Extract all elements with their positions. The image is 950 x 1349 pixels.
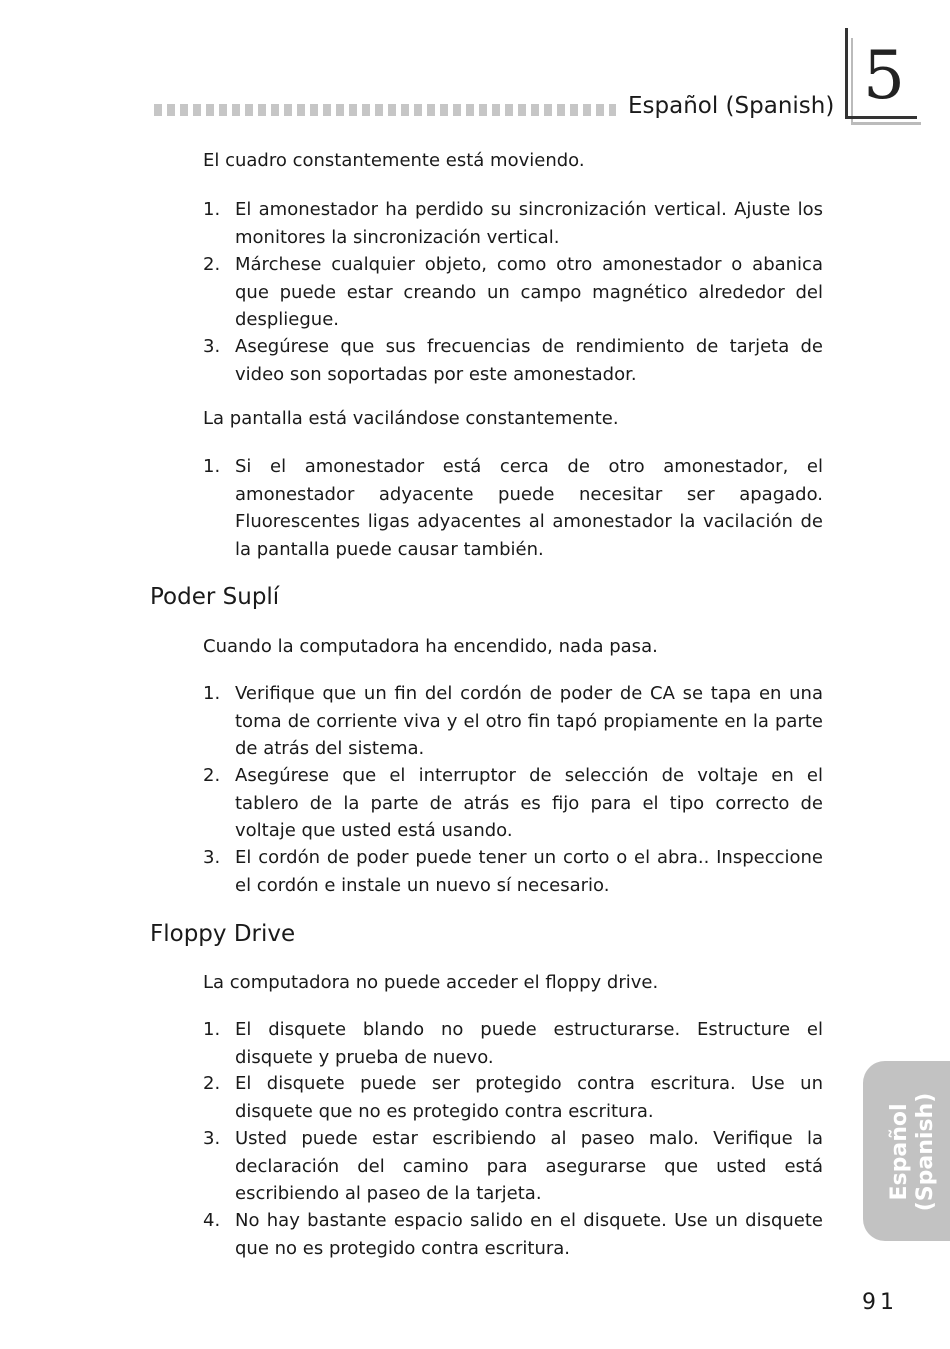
list-text: Asegúrese que el interruptor de selección de voltaje en el tablero de la parte de atrás es fijo para el tipo correcto de voltaje que usted está usando. xyxy=(235,765,823,841)
list-item xyxy=(203,1125,823,1208)
subheading: La pantalla está vacilándose constantemente. xyxy=(203,408,619,429)
list-number: 3. xyxy=(203,1128,221,1149)
list-number: 2. xyxy=(203,1073,221,1094)
section-heading: Poder Suplí xyxy=(150,584,280,610)
list-text: No hay bastante espacio salido en el disquete. Use un disquete que no es protegido contra escritura. xyxy=(235,1210,823,1259)
list-item xyxy=(203,1207,823,1262)
list-number: 4. xyxy=(203,1210,221,1231)
list-text: Usted puede estar escribiendo al paseo malo. Verifique la declaración del camino para asegurarse que usted está escribiendo al paseo de la tarjeta. xyxy=(235,1128,823,1204)
side-tab-label: Español (Spanish) xyxy=(887,1092,938,1212)
list-number: 1. xyxy=(203,199,221,220)
list-item xyxy=(203,1070,823,1125)
list-text: Verifique que un fin del cordón de poder de CA se tapa en una toma de corriente viva y el otro fin tapó propiamente en la parte de atrás del sistema. xyxy=(235,683,823,759)
list-text: El disquete puede ser protegido contra escritura. Use un disquete que no es protegido contra escritura. xyxy=(235,1073,823,1122)
list-item xyxy=(203,844,823,899)
section-heading: Floppy Drive xyxy=(150,921,296,947)
list-number: 1. xyxy=(203,1019,221,1040)
header-title: Español (Spanish) xyxy=(628,93,835,119)
list-number: 1. xyxy=(203,456,221,477)
list-number: 2. xyxy=(203,254,221,275)
list-text: El amonestador ha perdido su sincronización vertical. Ajuste los monitores la sincronización vertical. xyxy=(235,199,823,248)
list-text: El disquete blando no puede estructurarse. Estructure el disquete y prueba de nuevo. xyxy=(235,1019,823,1068)
list-item xyxy=(203,333,823,388)
list-item xyxy=(203,680,823,763)
list-item xyxy=(203,251,823,334)
list-text: Asegúrese que sus frecuencias de rendimiento de tarjeta de video son soportadas por este amonestador. xyxy=(235,336,823,385)
page-number: 91 xyxy=(862,1290,898,1315)
header-dot-leader xyxy=(154,104,616,116)
subheading: La computadora no puede acceder el floppy drive. xyxy=(203,972,659,993)
list-text: El cordón de poder puede tener un corto o el abra.. Inspeccione el cordón e instale un nuevo sí necesario. xyxy=(235,847,823,896)
list-number: 2. xyxy=(203,765,221,786)
list-item xyxy=(203,453,823,563)
list-item xyxy=(203,762,823,845)
subheading: El cuadro constantemente está moviendo. xyxy=(203,150,585,171)
list-item xyxy=(203,1016,823,1071)
chapter-marker xyxy=(845,38,915,118)
list-number: 1. xyxy=(203,683,221,704)
list-number: 3. xyxy=(203,847,221,868)
list-item xyxy=(203,196,823,251)
list-number: 3. xyxy=(203,336,221,357)
list-text: Márchese cualquier objeto, como otro amonestador o abanica que puede estar creando un campo magnético alrededor del despliegue. xyxy=(235,254,823,330)
list-text: Si el amonestador está cerca de otro amonestador, el amonestador adyacente puede necesitar ser apagado. Fluorescentes ligas adyacentes al amonestador la vacilación de la pantalla puede causar también. xyxy=(235,456,823,560)
chapter-number: 5 xyxy=(863,37,905,114)
subheading: Cuando la computadora ha encendido, nada pasa. xyxy=(203,636,658,657)
